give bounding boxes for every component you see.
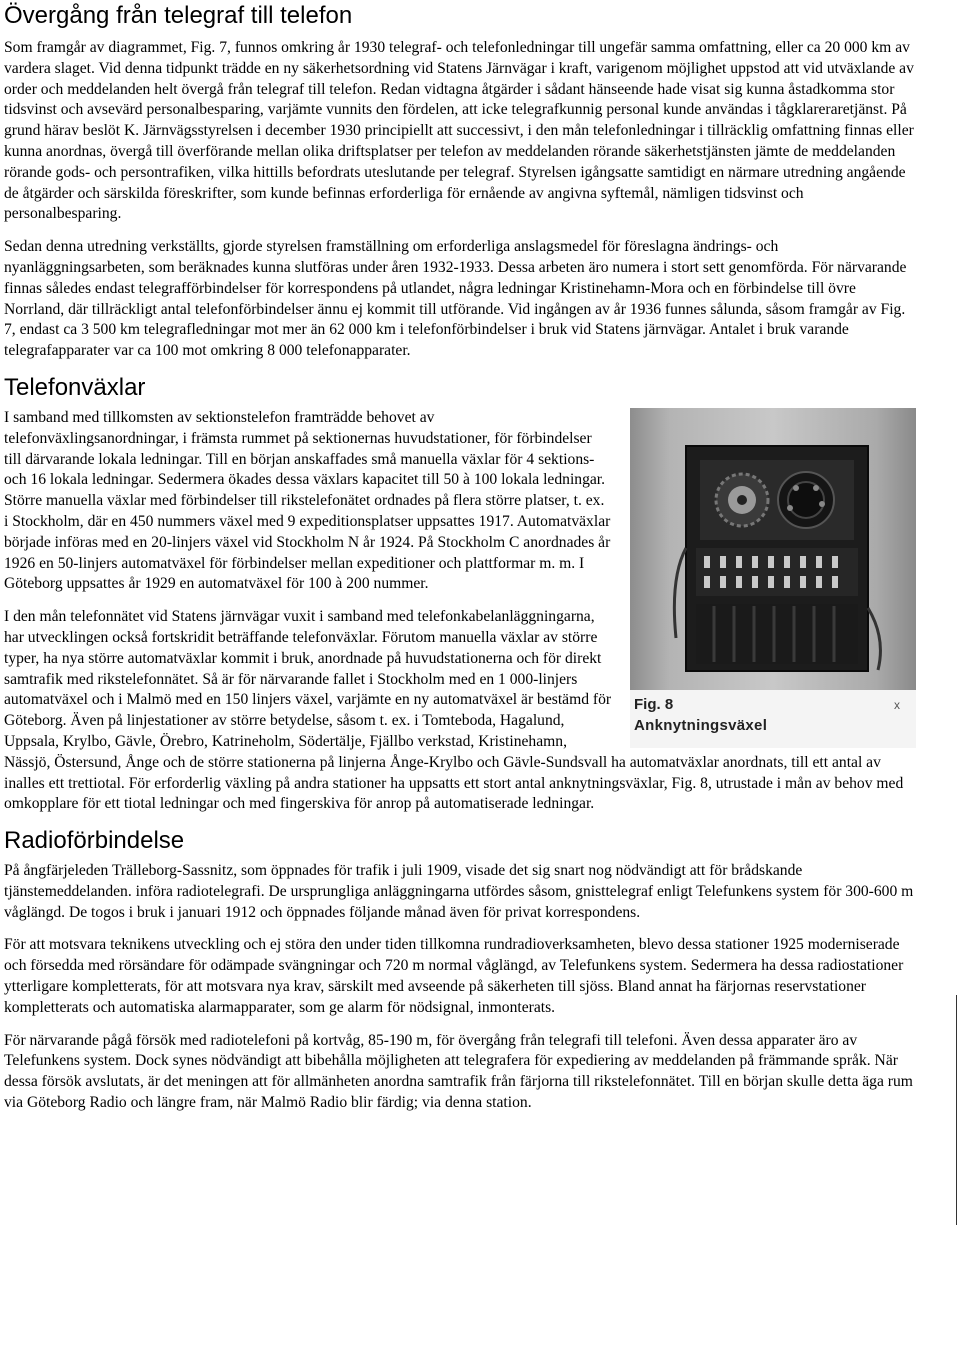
figure-mark: x: [894, 697, 900, 712]
paragraph: Som framgår av diagrammet, Fig. 7, funnos omkring år 1930 telegraf- och telefonledningar till ungefär samma omfattning, eller ca 20 000 km av vardera slaget. Vid denna tidpunkt trädde en ny säkerhetsordning vid Statens Järnvägar i kraft, varigenom möjlighet uppstod att vid utväxlande av order och meddelanden helt övergå från telegraf till telefon. Redan vidtagna åtgärder i sådant hänseende hade visat sig kunna åstadkomma stor tidsvinst och avsevärd personalbesparing, varjämte vunnits den fördelen, att icke telegrafkunnig personal kunde användas i tågklareraretjänst. På grund härav beslöt K. Järnvägsstyrelsen i december 1930 principiellt att successivt, i den mån telefonledningar i tillräcklig omfattning finnas eller kunna anordnas, övergå till överförande mellan olika driftsplatser per telefon av meddelanden rörande säkerhetstjänsten jämte de meddelanden rörande gods- och persontrafiken, vilka hittills befordrats uteslutande per telegraf. Styrelsen igångsatte samtidigt en närmare utredning angående de åtgärder och särskilda föreskrifter, som kunde befinnas erforderliga för ernående av angivna syftemål, nämligen tidsvinst och personalbesparing.: [4, 39, 914, 223]
paragraph: Sedan denna utredning verkställts, gjorde styrelsen framställning om erforderliga anslagsmedel för föreslagna ändrings- och nyanläggningsarbeten, som beräknades kunna slutföras under åren 1932-1933. Dessa arbeten äro numera i stort sett genomförda. För närvarande finnas således endast telegrafförbindelser för korrespondens på utlandet, några ledningar Kristinehamn-Mora och en förbindelse till övre Norrland, där tillräckligt antal telefonförbindelser ännu ej kommit till utförande. Vid ingången av år 1936 funnes sålunda, såsom framgår av Fig. 7, endast ca 3 500 km telegrafledningar mot mer än 62 000 km i telefonförbindelser i bruk vid Statens järnvägar. Antalet i bruk varande telegrafapparater var ca 100 mot omkring 8 000 telefonapparater.: [4, 238, 907, 360]
paragraph: På ångfärjeleden Trälleborg-Sassnitz, som öppnades för trafik i juli 1909, visade det sig snart nog nödvändigt att för brådskande tjänstemeddelanden. införa radiotelegrafi. De ursprungliga anläggningarna utfördes såsom, gnisttelegraf enligt Telefunkens system för 300-600 m våglängd. De togos i bruk i januari 1912 och öppnades följande månad även för privat korrespondens.: [4, 862, 914, 921]
paragraph: I samband med tillkomsten av sektionstelefon framträdde behovet av telefonväxlingsanordningar, i främsta rummet på sektionernas huvudstationer, för förbindelser till därvarande lokala ledningar. Till en början anskaffades små manuella växlar för 4 sektions- och 16 lokala ledningar. Sedermera ökades dessa växlars kapacitet till 50 à 100 lokala ledningar. Större manuella växlar med förbindelser till rikstelefonätet ordnades på flera större platser, t. ex. i Stockholm, där en 450 nummers växel med 9 expeditionsplatser uppsattes 1917. Automatväxlar började införas med en 20-linjers växel vid Stockholm N år 1924. På Stockholm C anordnades år 1926 en 50-linjers automatväxel för förbindelser mellan expeditioner och plattformar m. m. I Göteborg uppsattes år 1929 en automatväxel för 100 à 200 nummer.: [4, 408, 611, 593]
paragraph: I den mån telefonnätet vid Statens järnvägar vuxit i samband med telefonkabelanläggningarna, har utvecklingen också fortskridit beträffande telefonväxlar. Förutom manuella växlar av större typer, ha nya större automatväxlar kommit i bruk, anordnade på huvudstationerna och för direkt samtrafik med rikstelefonnätet. Så är för närvarande fallet i Stockholm med en 1 000-linjers automatväxel och i Malmö med en 150 linjers växel, varjämte en ny automatväxel är bestämd för Göteborg. Även på linjestationer av större betydelse, såsom t. ex. i Tomteboda, Hagalund, Uppsala, Krylbo, Gävle, Örebro, Katrineholm, Södertälje, Fjällbo verkstad, Kristinehamn, Nässjö, Östersund, Ånge och de större stationerna på linjerna Ånge-Krylbo och Gävle-Sundsvall ha automatväxlar anordnats, till ett antal av inalles ett trettiotal. För erforderlig växling på andra stationer ha uppsatts ett stort antal anknytningsväxlar, Fig. 8, utrustade i mån av behov med omkopplare för ett tiotal ledningar och med fingerskiva för anrop på automatiserade ledningar.: [4, 608, 904, 813]
figure-number: Fig. 8: [634, 695, 674, 713]
section-heading-radioforbindelse: Radioförbindelse: [4, 827, 185, 855]
section-heading-overgang: Övergång från telegraf till telefon: [4, 2, 353, 29]
figure-caption-text: Anknytningsväxel: [634, 716, 768, 734]
paragraph: För närvarande pågå försök med radiotelefoni på kortvåg, 85-190 m, för övergång från telegrafi till telefoni. Även dessa apparater äro av Telefunkens system. Dock synes nödvändigt att bibehålla möjligheten att telegrafera för expediering av meddelanden på främmande språk. När dessa försök avslutats, är det meningen att för allmänheten anordna samtrafik från färjorna till rikstelefonnätet. Till en början skulle detta äga rum via Göteborg Radio och längre fram, när Malmö Radio blir färdig; via denna station.: [4, 1031, 913, 1112]
section-heading-telefonvaxlar: Telefonväxlar: [4, 373, 146, 401]
figure-caption: [630, 690, 916, 748]
page-edge-divider: [956, 995, 957, 1225]
figure-anknytningsvaxel-photo: [630, 408, 916, 748]
paragraph: För att motsvara teknikens utveckling och ej störa den under tiden tillkomna rundradioverksamheten, blevo dessa stationer 1925 moderniserade och försedda med rörsändare för odämpade svängningar och 720 m normal våglängd, av Telefunkens system. Sedermera ha dessa radiostationer ytterligare kompletterats, för att motsvara nya krav, särskilt med avseende på säkerheten till sjöss. Bland annat ha färjornas reservstationer kompletterats och automatiska alarmapparater, som ge alarm för nödsignal, inmonterats.: [4, 936, 904, 1016]
